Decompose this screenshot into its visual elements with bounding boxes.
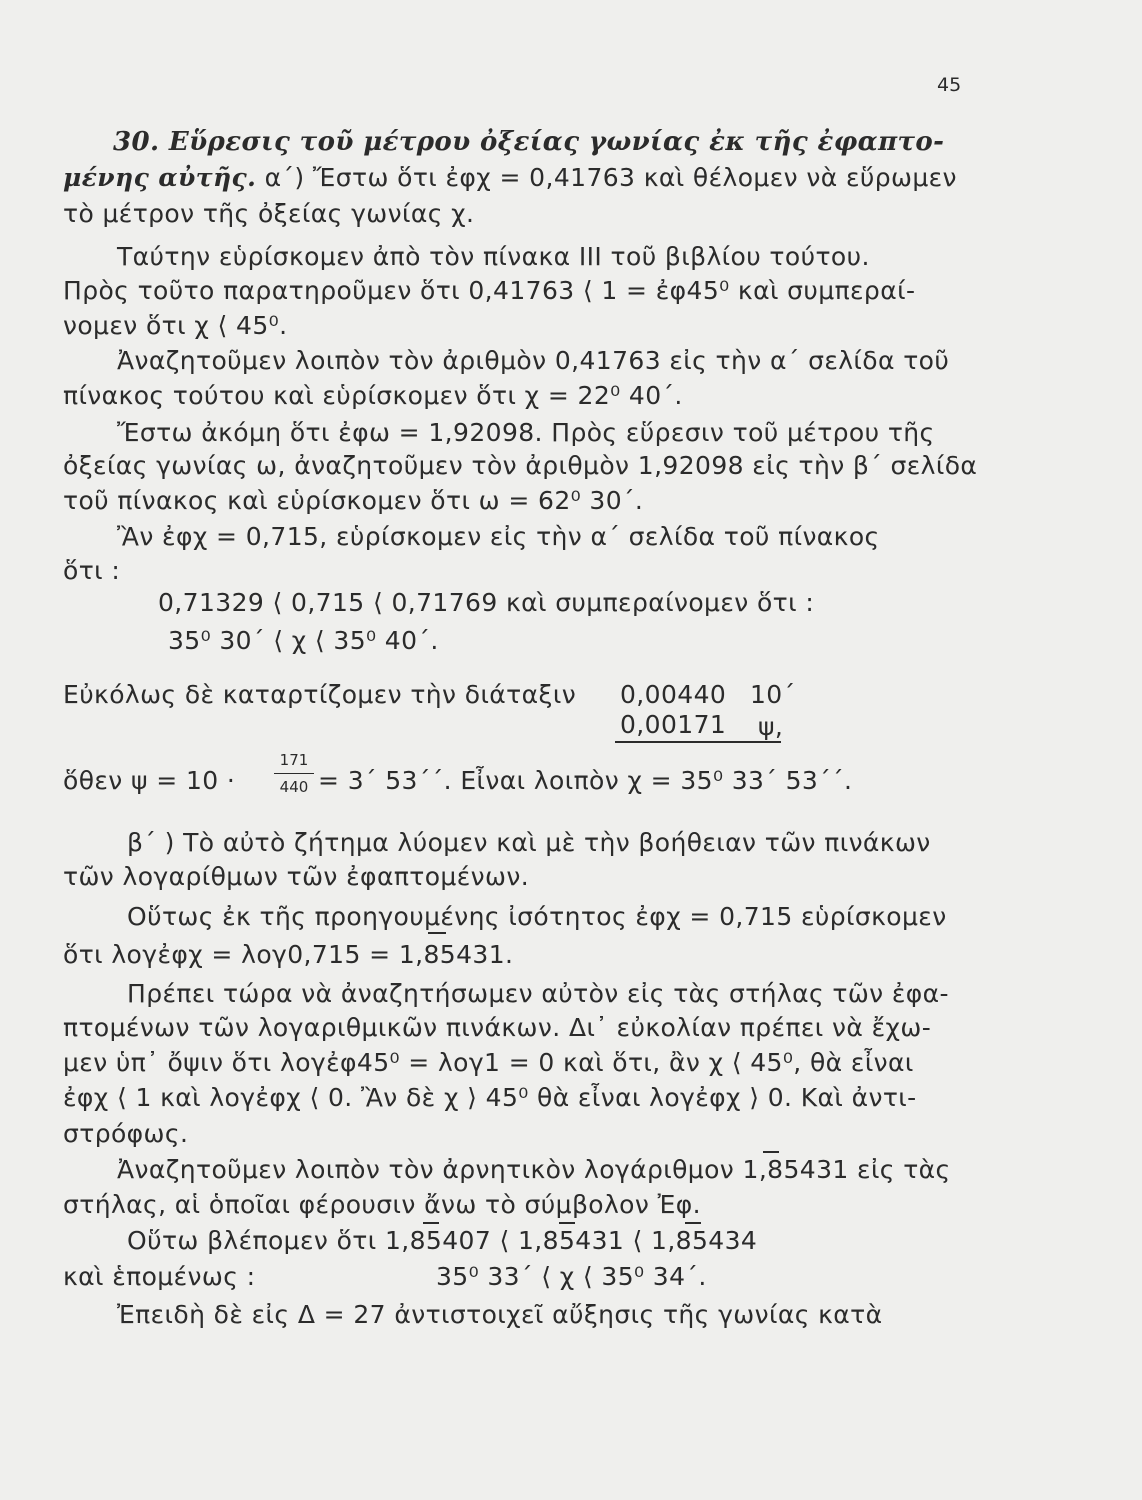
text-line: τὸ μέτρον τῆς ὀξείας γωνίας χ. (63, 199, 475, 228)
text-line: ἐφχ ⟨ 1 καὶ λογἐφχ ⟨ 0. Ἂν δὲ χ ⟩ 45⁰ θὰ εἶναι λογἐφχ ⟩ 0. Καὶ ἀντι- (63, 1083, 917, 1112)
section-heading (113, 127, 944, 157)
fraction-denominator: 440 (279, 778, 309, 796)
text-line: Πρέπει τώρα νὰ ἀναζητήσωμεν αὐτὸν εἰς τὰς στήλας τῶν ἐφα- (127, 979, 949, 1008)
line-text: α΄) Ἔστω ὅτι ἐφχ = 0,41763 καὶ θέλομεν νὰ εὕρωμεν (264, 163, 957, 192)
text-line: τοῦ πίνακος καὶ εὑρίσκομεν ὅτι ω = 62⁰ 30΄. (63, 486, 644, 515)
overbar (763, 1151, 779, 1153)
text-line: Ἀναζητοῦμεν λοιπὸν τὸν ἀρνητικὸν λογάριθμον 1,85431 εἰς τὰς (117, 1155, 951, 1184)
fraction-numerator: 171 (279, 751, 309, 769)
section-title: Εὕρεσις τοῦ μέτρου ὀξείας γωνίας ἐκ τῆς ἐφαπτο- (168, 127, 945, 157)
section-number: 30. (113, 127, 160, 157)
text-line: Ἐπειδὴ δὲ εἰς Δ = 27 ἀντιστοιχεῖ αὔξησις τῆς γωνίας κατὰ (117, 1300, 883, 1329)
text-line: Ἔστω ἀκόμη ὅτι ἐφω = 1,92098. Πρὸς εὕρεσιν τοῦ μέτρου τῆς (117, 418, 935, 447)
overbar (685, 1222, 701, 1224)
text-line: νομεν ὅτι χ ⟨ 45⁰. (63, 311, 288, 340)
text-line: πίνακος τούτου καὶ εὑρίσκομεν ὅτι χ = 22⁰ 40΄. (63, 381, 683, 410)
text-line: ὀξείας γωνίας ω, ἀναζητοῦμεν τὸν ἀριθμὸν 1,92098 εἰς τὴν β΄ σελίδα (63, 451, 978, 480)
value: 0,00440 (620, 680, 727, 709)
text-line: β΄ ) Τὸ αὐτὸ ζήτημα λύομεν καὶ μὲ τὴν βοήθειαν τῶν πινάκων (127, 828, 931, 857)
overbar (423, 1222, 439, 1224)
text-line: Ταύτην εὑρίσκομεν ἀπὸ τὸν πίνακα ΙΙΙ τοῦ βιβλίου τούτου. (117, 242, 870, 271)
text-line: καὶ ἑπομένως : (63, 1262, 256, 1291)
value: 0,00171 (620, 710, 727, 739)
text-line: Ἂν ἐφχ = 0,715, εὑρίσκομεν εἰς τὴν α΄ σελίδα τοῦ πίνακος (117, 522, 880, 551)
text-line: ὅτι : (63, 556, 121, 585)
overbar (559, 1222, 575, 1224)
text-line: Οὕτω βλέπομεν ὅτι 1,85407 ⟨ 1,85431 ⟨ 1,85434 (127, 1226, 758, 1255)
text-line: Οὕτως ἐκ τῆς προηγουμένης ἰσότητος ἐφχ = 0,715 εὑρίσκομεν (127, 902, 947, 931)
fraction-bar (274, 773, 314, 774)
text-line: Εὐκόλως δὲ καταρτίζομεν τὴν διάταξιν (63, 680, 577, 709)
text-line: στρόφως. (63, 1119, 189, 1148)
text-line: ὅτι λογἐφχ = λογ0,715 = 1,85431. (63, 940, 514, 969)
text-line: 0,71329 ⟨ 0,715 ⟨ 0,71769 καὶ συμπεραίνομεν ὅτι : (158, 588, 815, 617)
arrangement-rule (615, 741, 781, 743)
text-line: 35⁰ 33΄ ⟨ χ ⟨ 35⁰ 34΄. (436, 1262, 707, 1291)
overbar (428, 932, 446, 934)
text-line: Πρὸς τοῦτο παρατηροῦμεν ὅτι 0,41763 ⟨ 1 = ἐφ45⁰ καὶ συμπεραί- (63, 276, 916, 305)
text-line: τῶν λογαρίθμων τῶν ἐφαπτομένων. (63, 862, 530, 891)
section-title-continued: μένης αὐτῆς. (63, 163, 257, 192)
text-line (63, 163, 957, 192)
page-number: 45 (937, 74, 962, 96)
text-line: Ἀναζητοῦμεν λοιπὸν τὸν ἀριθμὸν 0,41763 εἰς τὴν α΄ σελίδα τοῦ (117, 346, 950, 375)
text-line: μεν ὑπ᾿ ὄψιν ὅτι λογἐφ45⁰ = λογ1 = 0 καὶ ὅτι, ἂν χ ⟨ 45⁰, θὰ εἶναι (63, 1048, 914, 1077)
text-line: πτομένων τῶν λογαριθμικῶν πινάκων. Δι᾿ εὐκολίαν πρέπει νὰ ἔχω- (63, 1013, 932, 1042)
text-line: = 3΄ 53΄΄. Εἶναι λοιπὸν χ = 35⁰ 33΄ 53΄΄. (318, 766, 853, 795)
value: 10΄ (750, 680, 796, 709)
text-line: ὅθεν ψ = 10 · (63, 766, 236, 795)
text-line: 35⁰ 30΄ ⟨ χ ⟨ 35⁰ 40΄. (168, 626, 439, 655)
value: ψ, (758, 712, 784, 741)
text-line: στήλας, αἱ ὁποῖαι φέρουσιν ἄνω τὸ σύμβολον Ἐφ. (63, 1190, 702, 1219)
